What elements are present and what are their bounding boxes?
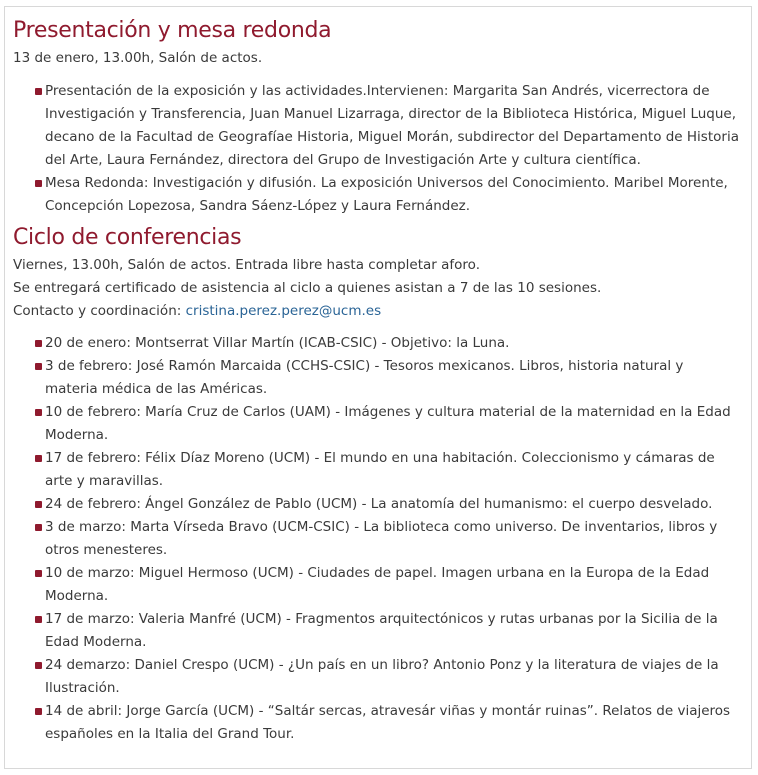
list-item: 20 de enero: Montserrat Villar Martín (ICAB-CSIC) - Objetivo: la Luna.: [35, 332, 743, 355]
list-item: 17 de marzo: Valeria Manfré (UCM) - Fragmentos arquitectónicos y rutas urbanas por la Sicilia de la Edad Moderna.: [35, 608, 743, 654]
square-bullet-icon: [35, 662, 42, 669]
conferencias-list: [13, 332, 743, 746]
info-line-certificate: Se entregará certificado de asistencia al ciclo a quienes asistan a 7 de las 10 sesiones.: [13, 280, 602, 296]
square-bullet-icon: [35, 570, 42, 577]
info-line-schedule: Viernes, 13.00h, Salón de actos. Entrada libre hasta completar aforo.: [13, 257, 480, 273]
section-title-conferencias: Ciclo de conferencias: [13, 225, 242, 250]
list-item: Presentación de la exposición y las actividades.Intervienen: Margarita San Andrés, vicerrectora de Investigación y Transferencia, Juan Manuel Lizarraga, director de la Biblioteca Histórica, Miguel Luque, decano de la Facultad de Geografíae Historia, Miguel Morán, subdirector del Departamento de Historia del Arte, Laura Fernández, directora del Grupo de Investigación Arte y cultura científica.: [35, 80, 743, 172]
list-item: 3 de febrero: José Ramón Marcaida (CCHS-CSIC) - Tesoros mexicanos. Libros, historia natural y materia médica de las Américas.: [35, 355, 743, 401]
contact-email-link[interactable]: cristina.perez.perez@ucm.es: [185, 303, 382, 319]
square-bullet-icon: [35, 363, 42, 370]
square-bullet-icon: [35, 524, 42, 531]
section-subtitle-presentacion: 13 de enero, 13.00h, Salón de actos.: [13, 50, 263, 66]
list-item: 10 de marzo: Miguel Hermoso (UCM) - Ciudades de papel. Imagen urbana en la Europa de la Edad Moderna.: [35, 562, 743, 608]
list-item: 3 de marzo: Marta Vírseda Bravo (UCM-CSIC) - La biblioteca como universo. De inventarios, libros y otros menesteres.: [35, 516, 743, 562]
square-bullet-icon: [35, 708, 42, 715]
conferencias-info: [13, 254, 743, 323]
square-bullet-icon: [35, 616, 42, 623]
list-item: 10 de febrero: María Cruz de Carlos (UAM) - Imágenes y cultura material de la maternidad en la Edad Moderna.: [35, 401, 743, 447]
list-item: Mesa Redonda: Investigación y difusión. La exposición Universos del Conocimiento. Maribel Morente, Concepción Lopezosa, Sandra Sáenz-López y Laura Fernández.: [35, 172, 743, 218]
contact-label: Contacto y coordinación:: [13, 303, 186, 319]
square-bullet-icon: [35, 340, 42, 347]
list-item: 24 de febrero: Ángel González de Pablo (UCM) - La anatomía del humanismo: el cuerpo desvelado.: [35, 493, 743, 516]
conferencias-section: [13, 224, 743, 746]
section-title-presentacion: Presentación y mesa redonda: [13, 18, 332, 43]
list-item: 17 de febrero: Félix Díaz Moreno (UCM) - El mundo en una habitación. Coleccionismo y cámaras de arte y maravillas.: [35, 447, 743, 493]
content-panel: [4, 6, 752, 769]
square-bullet-icon: [35, 455, 42, 462]
square-bullet-icon: [35, 88, 42, 95]
square-bullet-icon: [35, 180, 42, 187]
presentacion-list: [13, 80, 743, 218]
square-bullet-icon: [35, 501, 42, 508]
list-item: 24 demarzo: Daniel Crespo (UCM) - ¿Un país en un libro? Antonio Ponz y la literatura de viajes de la Ilustración.: [35, 654, 743, 700]
info-line-contact: [13, 300, 743, 323]
list-item: 14 de abril: Jorge García (UCM) - “Saltár sercas, atravesár viñas y montár ruinas”. Relatos de viajeros españoles en la Italia del Grand Tour.: [35, 700, 743, 746]
square-bullet-icon: [35, 409, 42, 416]
